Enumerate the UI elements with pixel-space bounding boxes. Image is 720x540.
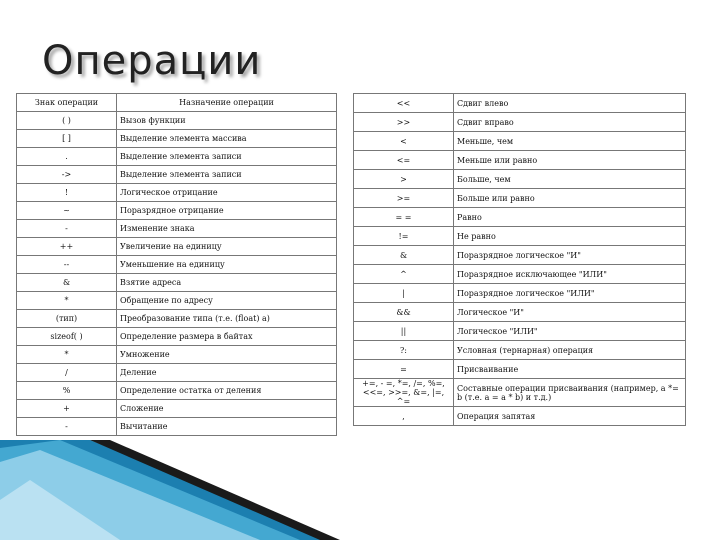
table-row <box>17 166 337 184</box>
operations-table-left <box>16 93 337 436</box>
operator-sign-cell: / <box>17 364 117 382</box>
operator-sign-cell: [ ] <box>17 130 117 148</box>
operator-purpose-cell: Больше, чем <box>454 170 686 189</box>
operator-sign-cell: = <box>354 360 454 379</box>
operator-purpose-cell: Меньше, чем <box>454 132 686 151</box>
operator-sign-cell: + <box>17 400 117 418</box>
operator-sign-cell: > <box>354 170 454 189</box>
operator-purpose-cell: Сдвиг влево <box>454 94 686 113</box>
operator-purpose-cell: Выделение элемента записи <box>117 148 337 166</box>
table-row <box>17 184 337 202</box>
table-row <box>354 246 686 265</box>
table-row <box>354 151 686 170</box>
operator-sign-cell: || <box>354 322 454 341</box>
page-title: Операции <box>42 38 262 84</box>
table-row <box>17 382 337 400</box>
operator-purpose-cell: Поразрядное исключающее "ИЛИ" <box>454 265 686 284</box>
operator-purpose-cell: Взятие адреса <box>117 274 337 292</box>
operator-purpose-cell: Выделение элемента массива <box>117 130 337 148</box>
operator-purpose-cell: Уменьшение на единицу <box>117 256 337 274</box>
operator-purpose-cell: Сдвиг вправо <box>454 113 686 132</box>
operator-sign-cell: sizeof( ) <box>17 328 117 346</box>
operator-sign-cell: ++ <box>17 238 117 256</box>
table-row <box>354 227 686 246</box>
operator-sign-cell: < <box>354 132 454 151</box>
table-row <box>354 303 686 322</box>
operator-sign-cell: ! <box>17 184 117 202</box>
header-operator-sign: Знак операции <box>17 94 117 112</box>
operator-purpose-cell: Деление <box>117 364 337 382</box>
operator-purpose-cell: Больше или равно <box>454 189 686 208</box>
table-row <box>354 208 686 227</box>
table-row <box>354 265 686 284</box>
operator-sign-cell: +=, - =, *=, /=, %=, <<=, >>=, &=, |=, ^= <box>354 379 454 407</box>
operator-sign-cell: ~ <box>17 202 117 220</box>
table-row <box>354 132 686 151</box>
table-row <box>354 113 686 132</box>
operator-sign-cell: >> <box>354 113 454 132</box>
operations-table-right <box>353 93 686 426</box>
operator-purpose-cell: Умножение <box>117 346 337 364</box>
table-row <box>17 112 337 130</box>
operator-sign-cell: & <box>354 246 454 265</box>
operator-sign-cell: - <box>17 220 117 238</box>
operator-purpose-cell: Поразрядное отрицание <box>117 202 337 220</box>
operator-sign-cell: ^ <box>354 265 454 284</box>
operator-purpose-cell: Операция запятая <box>454 407 686 426</box>
operator-purpose-cell: Вызов функции <box>117 112 337 130</box>
operator-purpose-cell: Определение остатка от деления <box>117 382 337 400</box>
table-row <box>17 310 337 328</box>
operator-sign-cell: <= <box>354 151 454 170</box>
operator-purpose-cell: Поразрядное логическое "И" <box>454 246 686 265</box>
operator-sign-cell: ( ) <box>17 112 117 130</box>
table-row <box>354 189 686 208</box>
decorative-bottom-band <box>0 440 720 540</box>
operator-sign-cell: != <box>354 227 454 246</box>
table-row <box>17 418 337 436</box>
operator-sign-cell: -- <box>17 256 117 274</box>
table-row <box>17 220 337 238</box>
operator-sign-cell: >= <box>354 189 454 208</box>
table-row <box>17 202 337 220</box>
table-row <box>354 94 686 113</box>
operator-purpose-cell: Преобразование типа (т.е. (float) a) <box>117 310 337 328</box>
operator-purpose-cell: Логическое отрицание <box>117 184 337 202</box>
operator-purpose-cell: Равно <box>454 208 686 227</box>
operator-sign-cell: , <box>354 407 454 426</box>
operator-purpose-cell: Обращение по адресу <box>117 292 337 310</box>
operator-purpose-cell: Увеличение на единицу <box>117 238 337 256</box>
operator-purpose-cell: Меньше или равно <box>454 151 686 170</box>
operator-purpose-cell: Логическое "ИЛИ" <box>454 322 686 341</box>
operator-sign-cell: && <box>354 303 454 322</box>
table-row <box>354 379 686 407</box>
table-row <box>354 284 686 303</box>
operator-purpose-cell: Изменение знака <box>117 220 337 238</box>
operator-purpose-cell: Условная (тернарная) операция <box>454 341 686 360</box>
table-row <box>17 328 337 346</box>
operator-sign-cell: | <box>354 284 454 303</box>
operator-sign-cell: - <box>17 418 117 436</box>
operator-purpose-cell: Составные операции присваивания (например, а *= b (т.е. a = a * b) и т.д.) <box>454 379 686 407</box>
table-header-row <box>17 94 337 112</box>
table-row <box>17 400 337 418</box>
table-row <box>354 322 686 341</box>
operator-purpose-cell: Присваивание <box>454 360 686 379</box>
operator-purpose-cell: Выделение элемента записи <box>117 166 337 184</box>
table-row <box>17 274 337 292</box>
table-row <box>354 341 686 360</box>
table-row <box>17 256 337 274</box>
operator-sign-cell: -> <box>17 166 117 184</box>
table-row <box>17 130 337 148</box>
table-row <box>354 360 686 379</box>
operator-sign-cell: * <box>17 292 117 310</box>
operator-purpose-cell: Не равно <box>454 227 686 246</box>
operator-sign-cell: ?: <box>354 341 454 360</box>
operator-sign-cell: << <box>354 94 454 113</box>
operator-sign-cell: % <box>17 382 117 400</box>
table-row <box>17 238 337 256</box>
operator-sign-cell: * <box>17 346 117 364</box>
operator-purpose-cell: Сложение <box>117 400 337 418</box>
table-row <box>354 170 686 189</box>
operator-sign-cell: & <box>17 274 117 292</box>
table-row <box>354 407 686 426</box>
operator-purpose-cell: Поразрядное логическое "ИЛИ" <box>454 284 686 303</box>
table-row <box>17 346 337 364</box>
operator-sign-cell: . <box>17 148 117 166</box>
operator-purpose-cell: Определение размера в байтах <box>117 328 337 346</box>
table-row <box>17 292 337 310</box>
operator-sign-cell: (тип) <box>17 310 117 328</box>
operator-purpose-cell: Вычитание <box>117 418 337 436</box>
table-row <box>17 148 337 166</box>
table-row <box>17 364 337 382</box>
operator-purpose-cell: Логическое "И" <box>454 303 686 322</box>
operator-sign-cell: = = <box>354 208 454 227</box>
header-operator-purpose: Назначение операции <box>117 94 337 112</box>
